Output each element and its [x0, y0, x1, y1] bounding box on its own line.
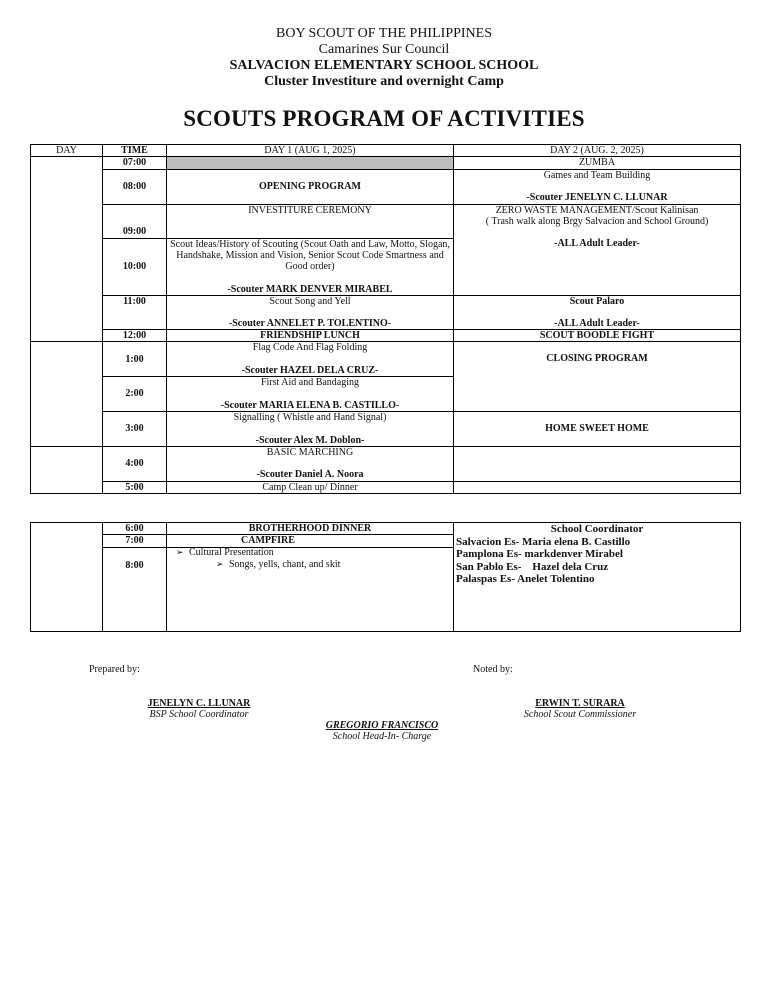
day1-cell: BROTHERHOOD DINNER — [167, 523, 454, 535]
facilitator-text: -ALL Adult Leader- — [554, 317, 640, 329]
time-cell: 08:00 — [103, 169, 167, 204]
activity-text: ZERO WASTE MANAGEMENT/Scout Kalinisan — [495, 204, 699, 216]
day1-cell — [167, 342, 454, 377]
coordinator-line: Pamplona Es- markdenver Mirabel — [456, 548, 623, 560]
day1-cell — [167, 412, 454, 447]
table-row — [31, 296, 741, 330]
day1-cell: INVESTITURE CEREMONY — [167, 204, 454, 238]
facilitator-text: -Scouter Alex M. Doblon- — [255, 434, 365, 446]
day-cell — [31, 342, 103, 446]
day1-cell — [167, 157, 454, 169]
facilitator-text: -Scouter JENELYN C. LLUNAR — [526, 192, 668, 204]
preparer-name: JENELYN C. LLUNAR — [147, 698, 251, 709]
table-row — [31, 481, 741, 493]
activity-text: Scout Ideas/History of Scouting (Scout Oath and Law, Motto, Slogan, Handshake, Mission and Vision, Senior Scout Code Smartness and Good order) — [170, 238, 450, 273]
event-name: Cluster Investiture and overnight Camp — [264, 74, 504, 89]
coordinator-cell — [454, 523, 741, 632]
day2-cell: HOME SWEET HOME — [454, 412, 741, 447]
time-cell: 1:00 — [103, 342, 167, 377]
activity-text: BASIC MARCHING — [266, 446, 354, 458]
activity-detail: ( Trash walk along Brgy Salvacion and School Ground) — [485, 216, 709, 228]
facilitator-text: -Scouter MARK DENVER MIRABEL — [227, 283, 393, 295]
time-cell: 4:00 — [103, 446, 167, 481]
time-cell: 11:00 — [103, 296, 167, 330]
day-cell — [31, 523, 103, 632]
header-day: DAY — [31, 145, 103, 157]
facilitator-text: -Scouter HAZEL DELA CRUZ- — [241, 364, 379, 376]
head-signature — [302, 720, 462, 742]
header-day2: DAY 2 (AUG. 2, 2025) — [454, 145, 741, 157]
day-cell — [31, 157, 103, 342]
table-row — [31, 412, 741, 447]
day2-cell — [454, 169, 741, 204]
day1-cell — [167, 377, 454, 412]
activity-text: Scout Song and Yell — [269, 296, 351, 308]
time-cell: 09:00 — [103, 204, 167, 238]
time-cell: 7:00 — [103, 535, 167, 547]
preparer-signature — [119, 698, 279, 720]
schedule-table — [30, 144, 741, 494]
table-row — [31, 169, 741, 204]
day2-cell — [454, 296, 741, 330]
table-header-row — [31, 145, 741, 157]
time-cell: 5:00 — [103, 481, 167, 493]
day2-cell: ZUMBA — [454, 157, 741, 169]
noter-role: School Scout Commissioner — [523, 709, 637, 720]
table-row — [31, 157, 741, 169]
head-name: GREGORIO FRANCISCO — [325, 720, 439, 731]
time-cell: 10:00 — [103, 238, 167, 296]
facilitator-text: -Scouter MARIA ELENA B. CASTILLO- — [220, 399, 400, 411]
evening-table — [30, 522, 741, 632]
table-row — [31, 204, 741, 238]
facilitator-text: -ALL Adult Leader- — [554, 238, 640, 250]
time-cell: 12:00 — [103, 330, 167, 342]
noter-signature — [495, 698, 665, 720]
table-row — [31, 446, 741, 481]
activity-text: Flag Code And Flag Folding — [252, 342, 368, 354]
day1-cell: CAMPFIRE — [167, 535, 454, 547]
day1-cell — [167, 238, 454, 296]
day2-cell — [454, 481, 741, 493]
activity-text: Scout Palaro — [569, 296, 625, 308]
campfire-cell — [167, 547, 454, 631]
table-row — [31, 523, 741, 535]
time-cell: 07:00 — [103, 157, 167, 169]
coordinator-line: Salvacion Es- Maria elena B. Castillo — [456, 535, 631, 548]
table-row — [31, 342, 741, 377]
school-name: SALVACION ELEMENTARY SCHOOL SCHOOL — [229, 58, 539, 73]
campfire-sublist — [189, 559, 451, 571]
noted-label: Noted by: — [473, 664, 513, 675]
preparer-role: BSP School Coordinator — [149, 709, 249, 720]
facilitator-text: -Scouter Daniel A. Noora — [256, 469, 364, 481]
coordinator-line: San Pablo Es- Hazel dela Cruz — [456, 560, 609, 573]
coordinator-line: Palaspas Es- Anelet Tolentino — [456, 573, 595, 585]
day-cell — [31, 446, 103, 493]
table-row — [31, 330, 741, 342]
header-time: TIME — [103, 145, 167, 157]
day2-cell: SCOUT BOODLE FIGHT — [454, 330, 741, 342]
org-name: BOY SCOUT OF THE PHILIPPINES — [276, 26, 492, 41]
day1-cell — [167, 296, 454, 330]
time-cell: 8:00 — [103, 547, 167, 631]
head-role: School Head-In- Charge — [332, 731, 432, 742]
day1-cell: OPENING PROGRAM — [167, 169, 454, 204]
campfire-list — [169, 547, 451, 570]
time-cell: 6:00 — [103, 523, 167, 535]
activity-text: First Aid and Bandaging — [260, 377, 360, 389]
coordinator-title: School Coordinator — [550, 523, 644, 535]
document-title: SCOUTS PROGRAM OF ACTIVITIES — [183, 106, 585, 131]
day2-cell — [454, 204, 741, 296]
time-cell: 3:00 — [103, 412, 167, 447]
day1-cell: Camp Clean up/ Dinner — [167, 481, 454, 493]
day1-cell: FRIENDSHIP LUNCH — [167, 330, 454, 342]
list-item: ➢ Cultural Presentation — [189, 547, 451, 559]
council-name: Camarines Sur Council — [318, 42, 450, 57]
list-item: ➢ Songs, yells, chant, and skit — [229, 559, 451, 571]
activity-text: Games and Team Building — [543, 169, 651, 181]
facilitator-text: -Scouter ANNELET P. TOLENTINO- — [228, 317, 392, 329]
prepared-label: Prepared by: — [89, 664, 140, 675]
activity-text: Signalling ( Whistle and Hand Signal) — [233, 412, 387, 424]
time-cell: 2:00 — [103, 377, 167, 412]
noter-name: ERWIN T. SURARA — [535, 698, 625, 709]
day1-cell — [167, 446, 454, 481]
day2-cell: CLOSING PROGRAM — [454, 342, 741, 412]
header-day1: DAY 1 (AUG 1, 2025) — [167, 145, 454, 157]
day2-cell — [454, 446, 741, 481]
